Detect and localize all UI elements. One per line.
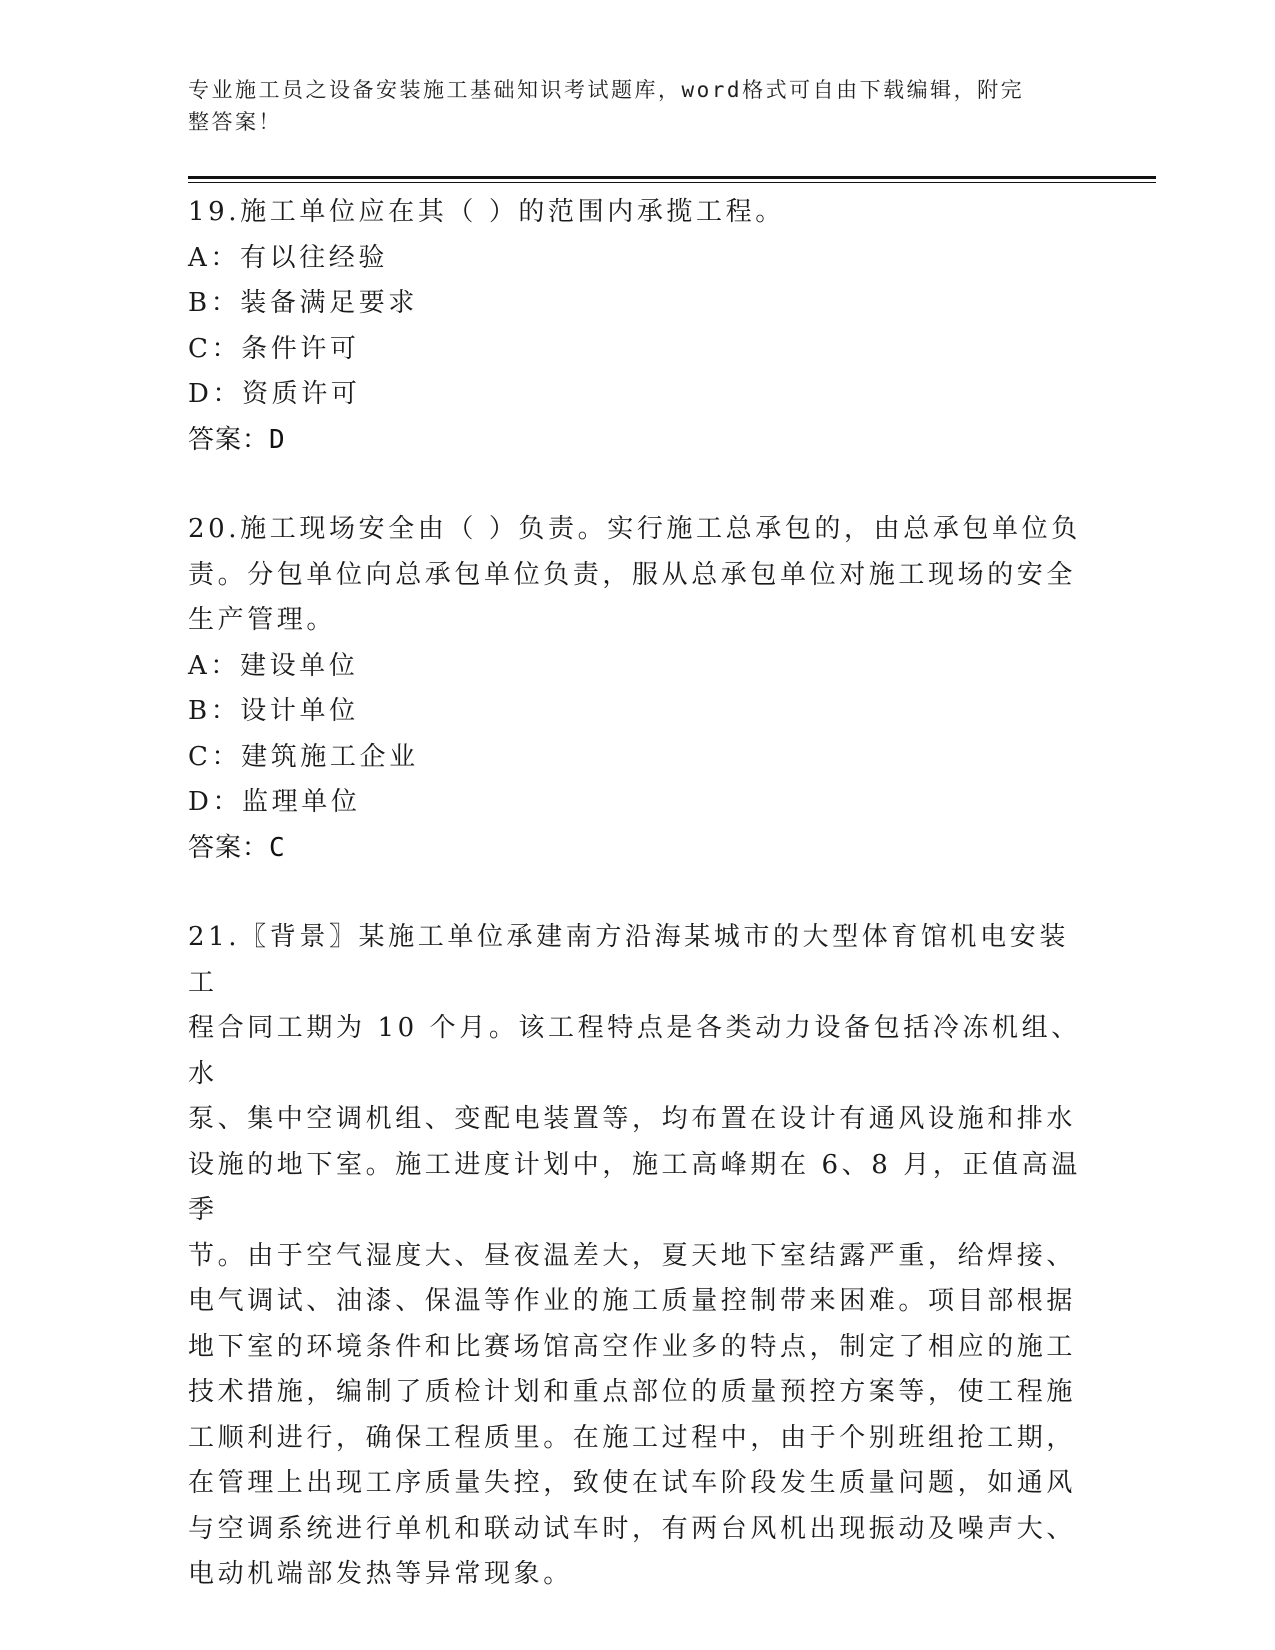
option-a: A：建设单位	[188, 650, 359, 681]
header-line-1: 专业施工员之设备安装施工基础知识考试题库，word格式可自由下载编辑，附完	[188, 78, 1025, 102]
option-a: A：有以往经验	[188, 242, 388, 273]
question-text-line: 21.〖背景〗某施工单位承建南方沿海某城市的大型体育馆机电安装工	[188, 922, 1069, 998]
option-b: B：设计单位	[188, 696, 359, 726]
question-spacer	[188, 463, 1088, 507]
option-d: D：监理单位	[188, 787, 361, 817]
option-d: D：资质许可	[188, 379, 361, 409]
question-text-line: 在管理上出现工序质量失控，致使在试车阶段发生质量问题，如通风	[188, 1468, 1077, 1498]
question-text-line: 地下室的环境条件和比赛场馆高空作业多的特点，制定了相应的施工	[188, 1331, 1077, 1362]
header-rule-thick	[188, 176, 1156, 179]
question-text-line: 技术措施，编制了质检计划和重点部位的质量预控方案等，使工程施	[188, 1377, 1077, 1407]
question-text-line: 设施的地下室。施工进度计划中，施工高峰期在 6、8 月，正值高温季	[188, 1149, 1081, 1225]
question-list	[188, 190, 1088, 1598]
question-text-line: 生产管理。	[188, 605, 337, 635]
question-text-line: 节。由于空气湿度大、昼夜温差大，夏天地下室结露严重，给焊接、	[188, 1240, 1077, 1271]
question-text-line: 20.施工现场安全由（ ）负责。实行施工总承包的，由总承包单位负	[188, 514, 1081, 544]
question-text-line: 泵、集中空调机组、变配电装置等，均布置在设计有通风设施和排水	[188, 1104, 1077, 1134]
option-b: B：装备满足要求	[188, 288, 418, 318]
page-header	[188, 74, 1078, 138]
answer-line: 答案：D	[188, 424, 286, 455]
question-text-line: 与空调系统进行单机和联动试车时，有两台风机出现振动及噪声大、	[188, 1513, 1077, 1544]
header-rule-thin	[188, 182, 1156, 183]
question-text-line: 程合同工期为 10 个月。该工程特点是各类动力设备包括冷冻机组、水	[188, 1013, 1081, 1089]
question-20	[188, 507, 1088, 871]
question-text-line: 19.施工单位应在其（ ）的范围内承揽工程。	[188, 197, 785, 227]
header-line-2: 整答案！	[188, 110, 282, 134]
question-spacer	[188, 871, 1088, 915]
question-text-line: 工顺利进行，确保工程质里。在施工过程中，由于个别班组抢工期，	[188, 1422, 1077, 1453]
question-text-line: 电气调试、油漆、保温等作业的施工质量控制带来困难。项目部根据	[188, 1286, 1077, 1316]
question-text-line: 责。分包单位向总承包单位负责，服从总承包单位对施工现场的安全	[188, 559, 1077, 590]
question-19	[188, 190, 1088, 463]
question-21	[188, 915, 1088, 1598]
question-text-line: 电动机端部发热等异常现象。	[188, 1559, 573, 1589]
answer-line: 答案：C	[188, 832, 286, 863]
option-c: C：建筑施工企业	[188, 741, 419, 772]
option-c: C：条件许可	[188, 333, 360, 364]
